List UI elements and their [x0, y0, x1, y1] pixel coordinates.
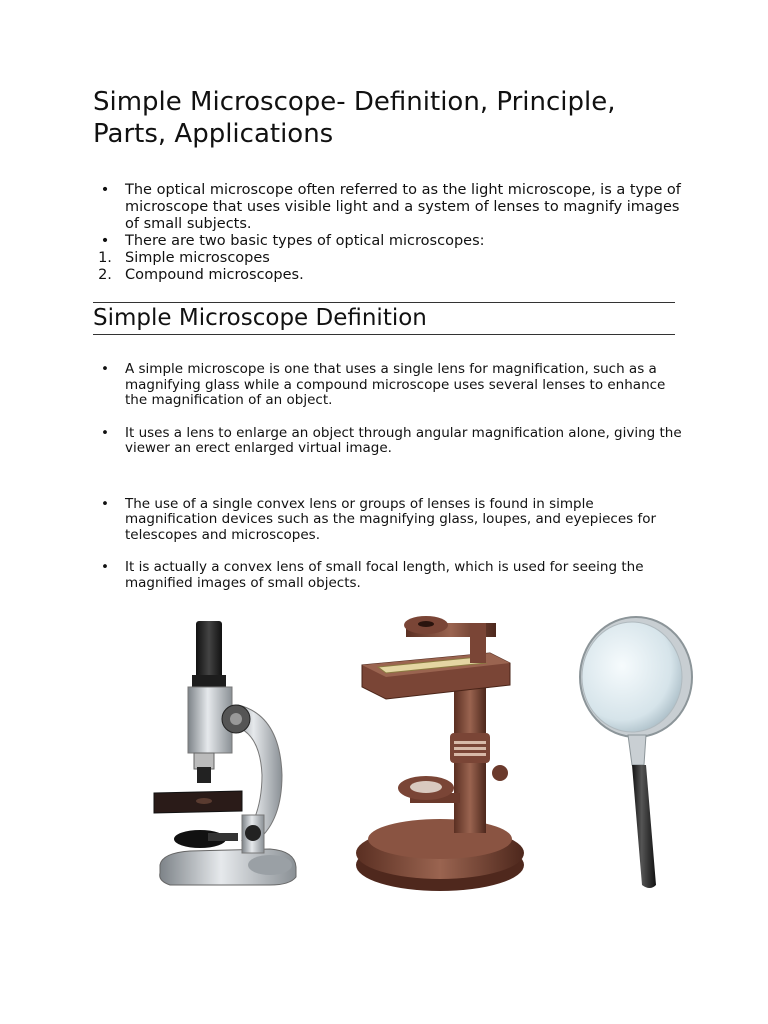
bullet-marker: •	[101, 424, 109, 441]
bullet-marker: •	[101, 361, 109, 377]
illustrations	[0, 605, 768, 905]
bullet-marker: •	[100, 233, 110, 249]
intro-list	[93, 182, 683, 284]
list-item-text: The optical microscope often referred to as the light microscope, is a type of microscope that uses visible light and a system of lenses to magnify images of small subjects.	[125, 182, 681, 232]
simple-microscope-illustration	[350, 613, 530, 898]
compound-microscope-illustration	[150, 615, 300, 890]
list-item-text: The use of a single convex lens or groups of lenses is found in simple magnification devices such as the magnifying glass, loupes, and eyepieces for telescopes and microscopes.	[125, 495, 657, 543]
list-item-text: It is actually a convex lens of small focal length, which is used for seeing the magnified images of small objects.	[125, 559, 644, 591]
bullet-marker: •	[100, 182, 110, 198]
list-item-text: It uses a lens to enlarge an object through angular magnification alone, giving the viewer an erect enlarged virtual image.	[125, 424, 682, 456]
definition-list	[93, 362, 683, 608]
page-title: Simple Microscope- Definition, Principle, Parts, Applications	[93, 87, 616, 149]
list-item	[93, 497, 683, 544]
list-item	[93, 426, 683, 457]
number-marker: 1.	[98, 250, 112, 266]
bullet-marker: •	[101, 495, 109, 512]
list-item-text: Compound microscopes.	[125, 267, 304, 283]
heading-bottom-divider	[93, 334, 675, 335]
list-item	[93, 233, 683, 250]
magnifying-glass-illustration	[572, 615, 697, 895]
list-item-text: A simple microscope is one that uses a single lens for magnification, such as a magnifying glass while a compound microscope uses several lenses to enhance the magnification of an object.	[125, 361, 666, 408]
list-item	[93, 560, 683, 591]
number-marker: 2.	[98, 267, 112, 283]
bullet-marker: •	[101, 559, 109, 575]
section-heading: Simple Microscope Definition	[93, 305, 427, 331]
numbered-item	[93, 267, 683, 284]
list-item-text: There are two basic types of optical microscopes:	[125, 233, 485, 249]
list-item	[93, 182, 683, 233]
numbered-item	[93, 250, 683, 267]
list-item-text: Simple microscopes	[125, 250, 270, 266]
list-item	[93, 362, 683, 409]
